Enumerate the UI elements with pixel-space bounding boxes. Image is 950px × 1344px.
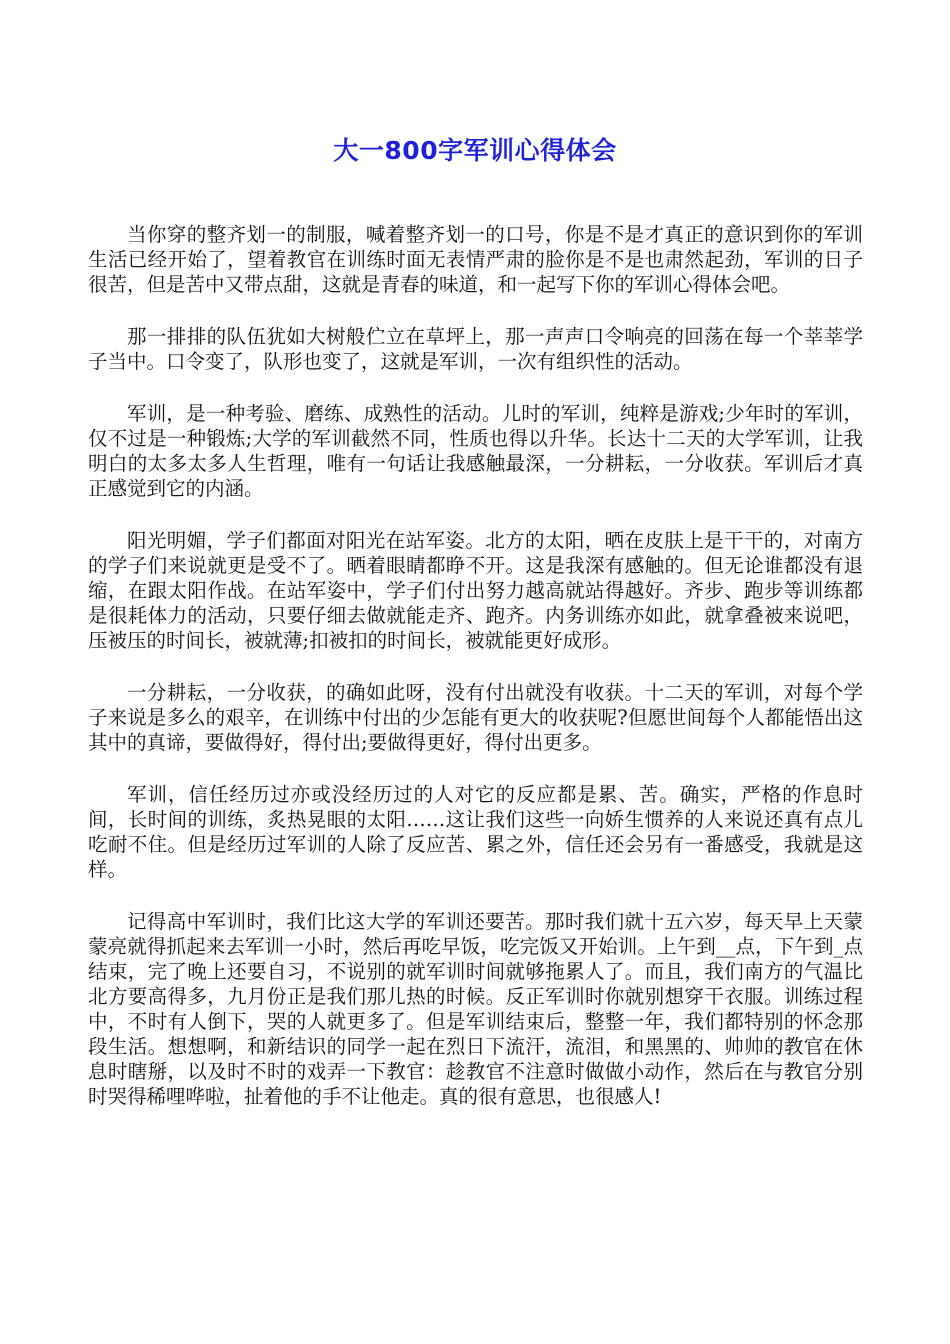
paragraph-6: 军训，信任经历过亦或没经历过的人对它的反应都是累、苦。确实，严格的作息时间，长时间的训练，炙热晃眼的太阳……这让我们这些一向娇生惯养的人来说还真有点儿吃耐不住。但是经历过军训的人除了反应苦、累之外，信任还会另有一番感受，我就是这样。 bbox=[88, 783, 863, 881]
paragraph-5: 一分耕耘，一分收获，的确如此呀，没有付出就没有收获。十二天的军训，对每个学子来说是多么的艰辛，在训练中付出的少怎能有更大的收获呢?但愿世间每个人都能悟出这其中的真谛，要做得好，得付出;要做得更好，得付出更多。 bbox=[88, 681, 863, 754]
paragraph-1: 当你穿的整齐划一的制服，喊着整齐划一的口号，你是不是才真正的意识到你的军训生活已经开始了，望着教官在训练时面无表情严肃的脸你是不是也肃然起劲，军训的日子很苦，但是苦中又带点甜，这就是青春的味道，和一起写下你的军训心得体会吧。 bbox=[88, 223, 863, 296]
paragraph-2: 那一排排的队伍犹如大树般伫立在草坪上，那一声声口令响亮的回荡在每一个莘莘学子当中。口令变了，队形也变了，这就是军训，一次有组织性的活动。 bbox=[88, 325, 863, 373]
document-title: 大一800字军训心得体会 bbox=[333, 136, 617, 165]
paragraph-4: 阳光明媚，学子们都面对阳光在站军姿。北方的太阳，晒在皮肤上是干干的，对南方的学子们来说就更是受不了。晒着眼睛都睁不开。这是我深有感触的。但无论谁都没有退缩，在跟太阳作战。在站军姿中，学子们付出努力越高就站得越好。齐步、跑步等训练都是很耗体力的活动，只要仔细去做就能走齐、跑齐。内务训练亦如此，就拿叠被来说吧，压被压的时间长，被就薄;扣被扣的时间长，被就能更好成形。 bbox=[88, 529, 863, 652]
document-body bbox=[88, 222, 863, 1136]
paragraph-7: 记得高中军训时，我们比这大学的军训还要苦。那时我们就十五六岁，每天早上天蒙蒙亮就得抓起来去军训一小时，然后再吃早饭，吃完饭又开始训。上午到__点，下午到_点结束，完了晚上还要自习，不说别的就军训时间就够拖累人了。而且，我们南方的气温比北方要高得多，九月份正是我们那儿热的时候。反正军训时你就别想穿干衣服。训练过程中，不时有人倒下，哭的人就更多了。但是军训结束后，整整一年，我们都特别的怀念那段生活。想想啊，和新结识的同学一起在烈日下流汗，流泪，和黑黑的、帅帅的教官在休息时瞎掰，以及时不时的戏弄一下教官：趁教官不注意时做做小动作，然后在与教官分别时哭得稀哩哗啦，扯着他的手不让他走。真的很有意思，也很感人! bbox=[88, 910, 863, 1108]
paragraph-3: 军训，是一种考验、磨练、成熟性的活动。儿时的军训，纯粹是游戏;少年时的军训，仅不过是一种锻炼;大学的军训截然不同，性质也得以升华。长达十二天的大学军训，让我明白的太多太多人生哲理，唯有一句话让我感触最深，一分耕耘，一分收获。军训后才真正感觉到它的内涵。 bbox=[88, 402, 863, 500]
